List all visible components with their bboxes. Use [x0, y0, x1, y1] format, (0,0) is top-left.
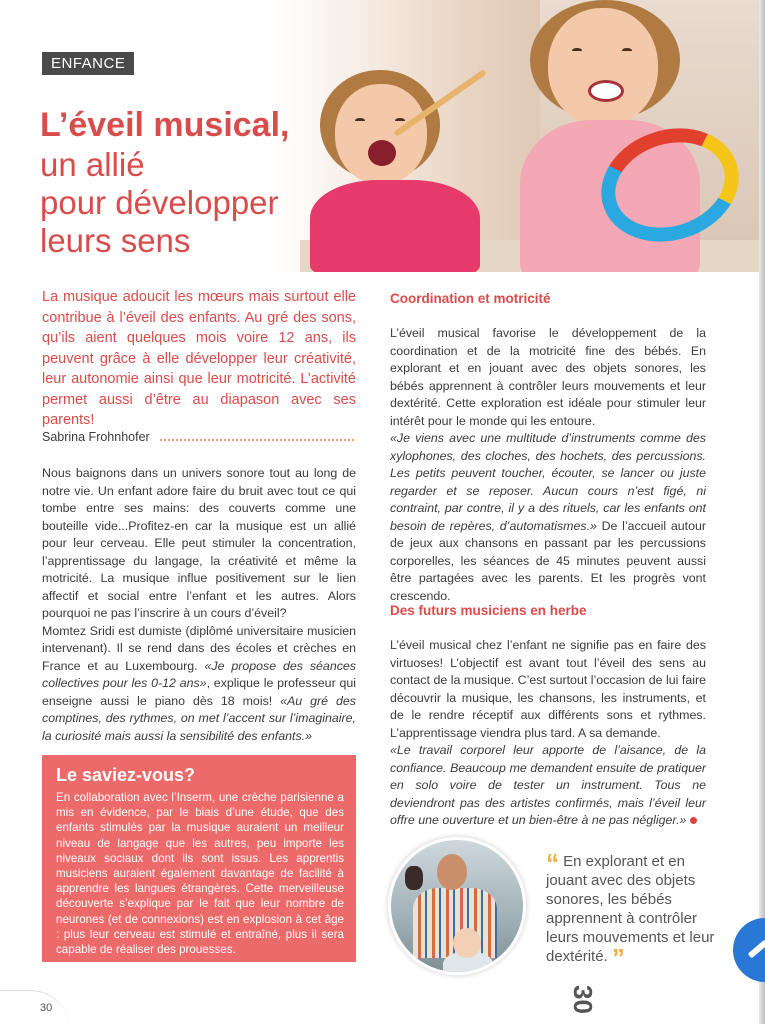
- callout-title: Le saviez-vous?: [56, 765, 196, 785]
- headline-line-3: leurs sens: [40, 222, 191, 259]
- section-title-coordination: Coordination et motricité: [390, 291, 551, 306]
- headline-line-1: un allié: [40, 146, 145, 183]
- paragraph: «Le travail corporel leur apporte de l’aisance, de la confiance. Beaucoup me demandent ensuite de pratiquer en solo voire de tester un instrument. Tous ne deviendront pas des artistes confirmés, mais l’éveil leur offre une ouverture et un bien-être à ne pas négliger.»: [390, 743, 706, 827]
- pull-quote: [546, 848, 716, 973]
- author-line: [42, 430, 354, 444]
- headline-bold: L’éveil musical,: [40, 106, 290, 144]
- headline-line-2: pour développer: [40, 184, 279, 221]
- page-number: 30: [40, 1002, 53, 1014]
- paragraph: «Je viens avec une multitude d’instruments comme des xylophones, des cloches, des hochets, des percussions. Les petits peuvent toucher, écouter, se lancer ou juste regarder et se reposer. Aucun cours n’est figé, ni contraint, par contre, il y a des rituels, car les enfants ont besoin de repères, d’automatismes.» De l’accueil autour de jeux aux chansons en passant par les percussions corporelles, les séances de 45 minutes peuvent aussi être partagées avec les parents. Et les progrès vont crescendo.: [390, 431, 706, 603]
- puppet: [405, 866, 423, 890]
- author-name: Sabrina Frohnhofer: [42, 430, 150, 444]
- section-tag: ENFANCE: [42, 52, 134, 75]
- open-quote-icon: “: [546, 848, 559, 878]
- callout-text: En collaboration avec l’Inserm, une crèche parisienne a mis en évidence, par le biais d’une étude, que des enfants stimulés par la musique auraient un meilleur niveau de langage que les autres, peu importe les niveaux sociaux dont ils sont issus. Les apprentis musiciens auraient également davantage de facilité à apprendre les langues étrangères. Cette merveilleuse découverte s’explique par le fait que leur nombre de neurones (et de connexions) est en explosion à cet âge : plus leur cerveau est stimulé et entraîné, plus il sera capable de réaliser des prouesses.: [56, 791, 344, 957]
- article-intro: La musique adoucit les mœurs mais surtout elle contribue à l’éveil des enfants. Au gré des sons, qu’ils aient quelques mois voire 12 ans, ils peuvent grâce à elle développer leur créativité, leur autonomie ainsi que leur motricité. L’activité permet aussi d’être au diapason avec ses parents!: [42, 289, 356, 428]
- portrait-teacher-with-child: [388, 837, 526, 975]
- page-number-large: 30: [567, 985, 598, 1014]
- paragraph: Momtez Sridi est dumiste (diplômé universitaire musicien intervenant). Il se rend dans des écoles et crèches en France et au Luxembourg. «Je propose des séances collectives pour les 0-12 ans», explique le professeur qui enseigne aussi le piano dès 18 mois! «Au gré des comptines, des rythmes, on met l’accent sur l’imaginaire, la curiosité mais aussi la sensibilité des enfants.»: [42, 623, 357, 743]
- section-musicians-body: [390, 637, 706, 830]
- paragraph: L’éveil musical favorise le développement de la coordination et de la motricité fine des bébés. En explorant et en jouant avec des objets sonores, les bébés apprennent à contrôler leurs mouvements et leur dextérité. Cette exploration est idéale pour stimuler leur intérêt pour le monde qui les entoure.: [390, 326, 706, 428]
- dotted-rule: [160, 433, 354, 441]
- section-coordination-body: [390, 325, 706, 605]
- end-bullet-icon: [690, 817, 697, 824]
- did-you-know-box: [42, 755, 356, 962]
- pen-icon: [748, 940, 765, 959]
- paragraph: L’éveil musical chez l’enfant ne signifie pas en faire des virtuoses! L’objectif est avant tout l’éveil des sens au contact de la musique. C’est surtout l’occasion de lui faire découvrir la musique, les chansons, les instruments, et de le rendre réceptif aux différents sons et rythmes. L’apprentissage viendra plus tard. A sa demande.: [390, 638, 706, 740]
- annotate-button[interactable]: [733, 918, 765, 982]
- paragraph: Nous baignons dans un univers sonore tout au long de notre vie. Un enfant adore faire du bruit avec tout ce qui tombe entre ses mains: des couverts comme une bouteille vide...Profitez-en car la musique est un allié pour leur cerveau. Elle peut stimuler la concentration, l’apprentissage du langage, la créativité et même la motricité. La musique influe positivement sur le lien affectif et social entre l’enfant et les autres. Alors pourquoi ne pas l’inscrire à un cours d’éveil?: [42, 466, 356, 620]
- section-title-musicians: Des futurs musiciens en herbe: [390, 603, 587, 618]
- article-headline: [40, 104, 380, 260]
- close-quote-icon: ”: [611, 943, 625, 973]
- pull-quote-text: En explorant et en jouant avec des objets sonores, les bébés apprennent à contrôler leurs mouvements et leur dextérité.: [546, 853, 715, 965]
- left-column-body: [42, 465, 356, 745]
